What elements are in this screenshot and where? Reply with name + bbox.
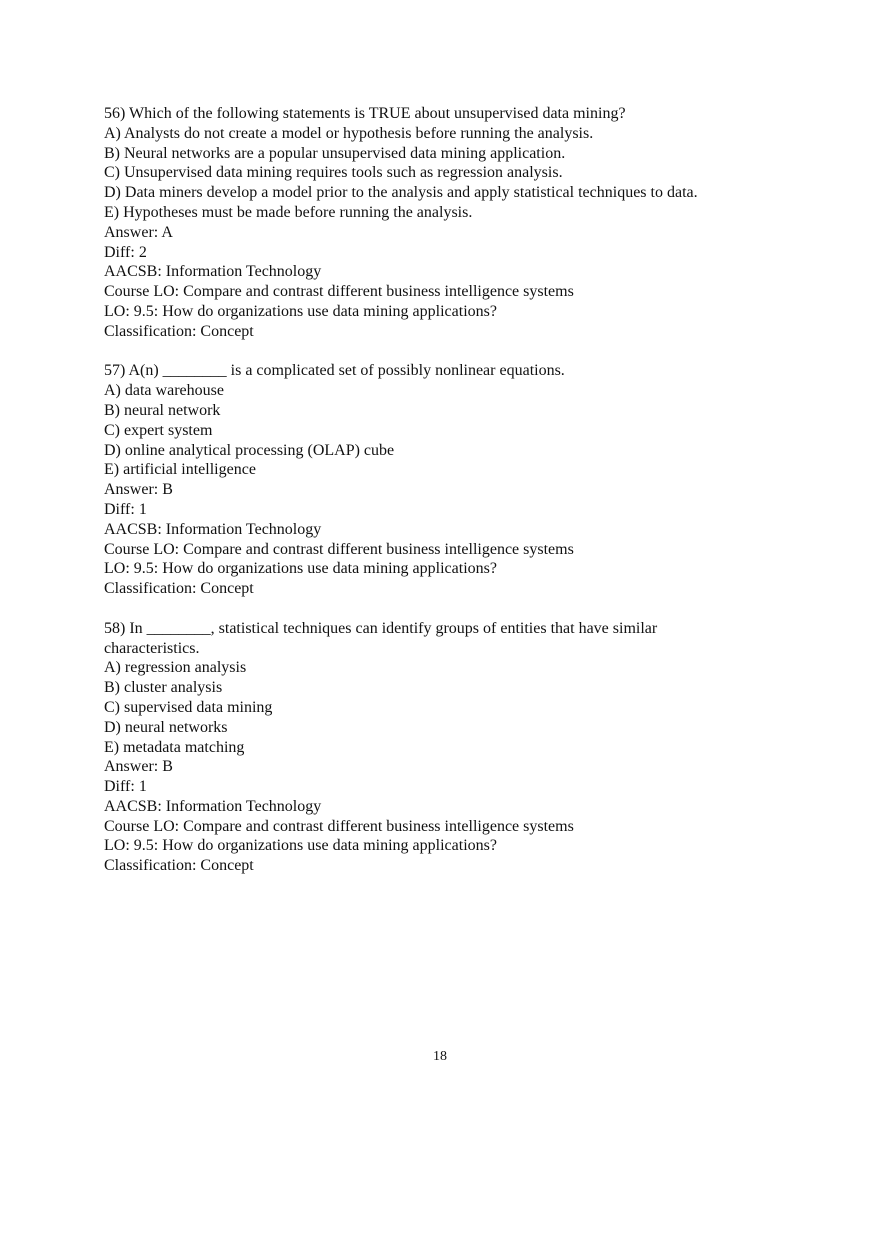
learning-objective: LO: 9.5: How do organizations use data mining applications? [104,302,497,320]
difficulty: Diff: 1 [104,778,147,796]
answer-option: B) neural network [104,401,221,419]
question-block [104,361,784,599]
answer-key: Answer: B [104,481,173,499]
difficulty: Diff: 1 [104,500,147,518]
question-stem: 57) A(n) ________ is a complicated set of possibly nonlinear equations. [104,362,565,380]
answer-option: E) Hypotheses must be made before running the analysis. [104,203,473,221]
answer-option: A) regression analysis [104,659,247,677]
learning-objective: LO: 9.5: How do organizations use data mining applications? [104,560,497,578]
aacsb-tag: AACSB: Information Technology [104,263,322,281]
answer-option: D) neural networks [104,718,228,736]
question-stem: characteristics. [104,639,200,657]
course-lo: Course LO: Compare and contrast different business intelligence systems [104,283,574,301]
answer-key: Answer: B [104,758,173,776]
page-number-container [0,1049,880,1065]
answer-option: C) expert system [104,421,213,439]
aacsb-tag: AACSB: Information Technology [104,797,322,815]
answer-option: D) online analytical processing (OLAP) cube [104,441,395,459]
aacsb-tag: AACSB: Information Technology [104,520,322,538]
question-block [104,104,784,342]
answer-option: E) artificial intelligence [104,461,256,479]
answer-key: Answer: A [104,223,173,241]
question-block [104,619,784,876]
answer-option: E) metadata matching [104,738,245,756]
learning-objective: LO: 9.5: How do organizations use data mining applications? [104,837,497,855]
question-stem: 56) Which of the following statements is TRUE about unsupervised data mining? [104,105,626,122]
answer-option: A) Analysts do not create a model or hypothesis before running the analysis. [104,124,594,142]
question-list [104,104,784,896]
question-stem: 58) In ________, statistical techniques can identify groups of entities that have similar [104,619,658,637]
course-lo: Course LO: Compare and contrast different business intelligence systems [104,817,574,835]
classification: Classification: Concept [104,322,254,340]
answer-option: C) Unsupervised data mining requires tools such as regression analysis. [104,164,563,182]
answer-option: D) Data miners develop a model prior to the analysis and apply statistical techniques to data. [104,184,698,202]
answer-option: C) supervised data mining [104,698,273,716]
page-number: 18 [433,1049,447,1064]
answer-option: B) Neural networks are a popular unsupervised data mining application. [104,144,566,162]
difficulty: Diff: 2 [104,243,147,261]
answer-option: A) data warehouse [104,382,224,400]
course-lo: Course LO: Compare and contrast different business intelligence systems [104,540,574,558]
classification: Classification: Concept [104,580,254,598]
answer-option: B) cluster analysis [104,679,223,697]
classification: Classification: Concept [104,857,254,875]
